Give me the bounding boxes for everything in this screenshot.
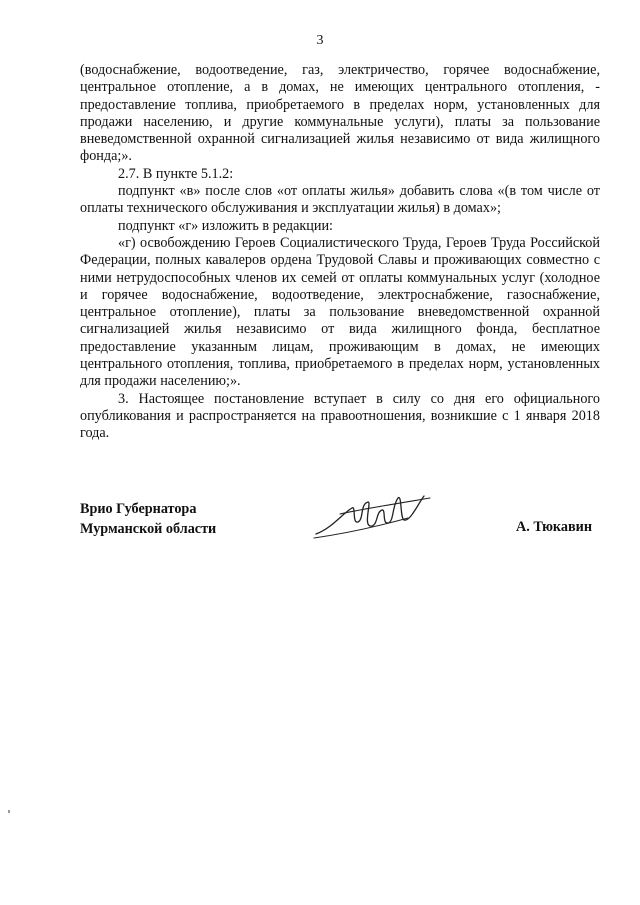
signatory-title [80,499,216,539]
paragraph-subitem-v: подпункт «в» после слов «от оплаты жилья» добавить слова «(в том числе от оплаты технического обслуживания и эксплуатации жилья) в домах»; [80,183,600,217]
paragraph-subitem-g-intro: подпункт «г» изложить в редакции: [118,217,333,234]
paragraph-item-2-7: 2.7. В пункте 5.1.2: [118,165,234,182]
paragraph-item-3: 3. Настоящее постановление вступает в силу со дня его официального опубликования и распространяется на правоотношения, возникшие с 1 января 2018 года. [80,390,600,442]
signatory-title-line1: Врио Губернатора [80,501,197,517]
scan-speck [8,810,10,813]
signatory-title-line2: Мурманской области [80,521,217,537]
document-body [80,62,600,443]
paragraph-subitem-g-text: «г) освобождению Героев Социалистического Труда, Героев Труда Российской Федерации, полных кавалеров ордена Трудовой Славы и проживающих совместно с ними нетрудоспособных членов их семей от оплаты коммунальных услуг (холодное и горячее водоснабжение, водоотведение, электроснабжение, газоснабжение, центральное отопление), платы за пользование вневедомственной охранной сигнализацией жилья независимо от вида жилищного фонда, бесплатное предоставление указанным лицам, проживающим в домах, не имеющих центрального отопления, топлива, приобретаемого в пределах норм, установленных для продажи населению;». [80,234,600,390]
signatory-name: А. Тюкавин [516,519,593,535]
paragraph-continuation: (водоснабжение, водоотведение, газ, электричество, горячее водоснабжение, центральное отопление, а в домах, не имеющих центрального отопления, - предоставление топлива, приобретаемого в пределах норм, установленных для продажи населению, и другие коммунальные услуги), платы за пользование вневедомственной охранной сигнализацией жилья независимо от вида жилищного фонда;». [80,62,600,165]
handwritten-signature [312,484,442,544]
page-number: 3 [316,33,324,48]
